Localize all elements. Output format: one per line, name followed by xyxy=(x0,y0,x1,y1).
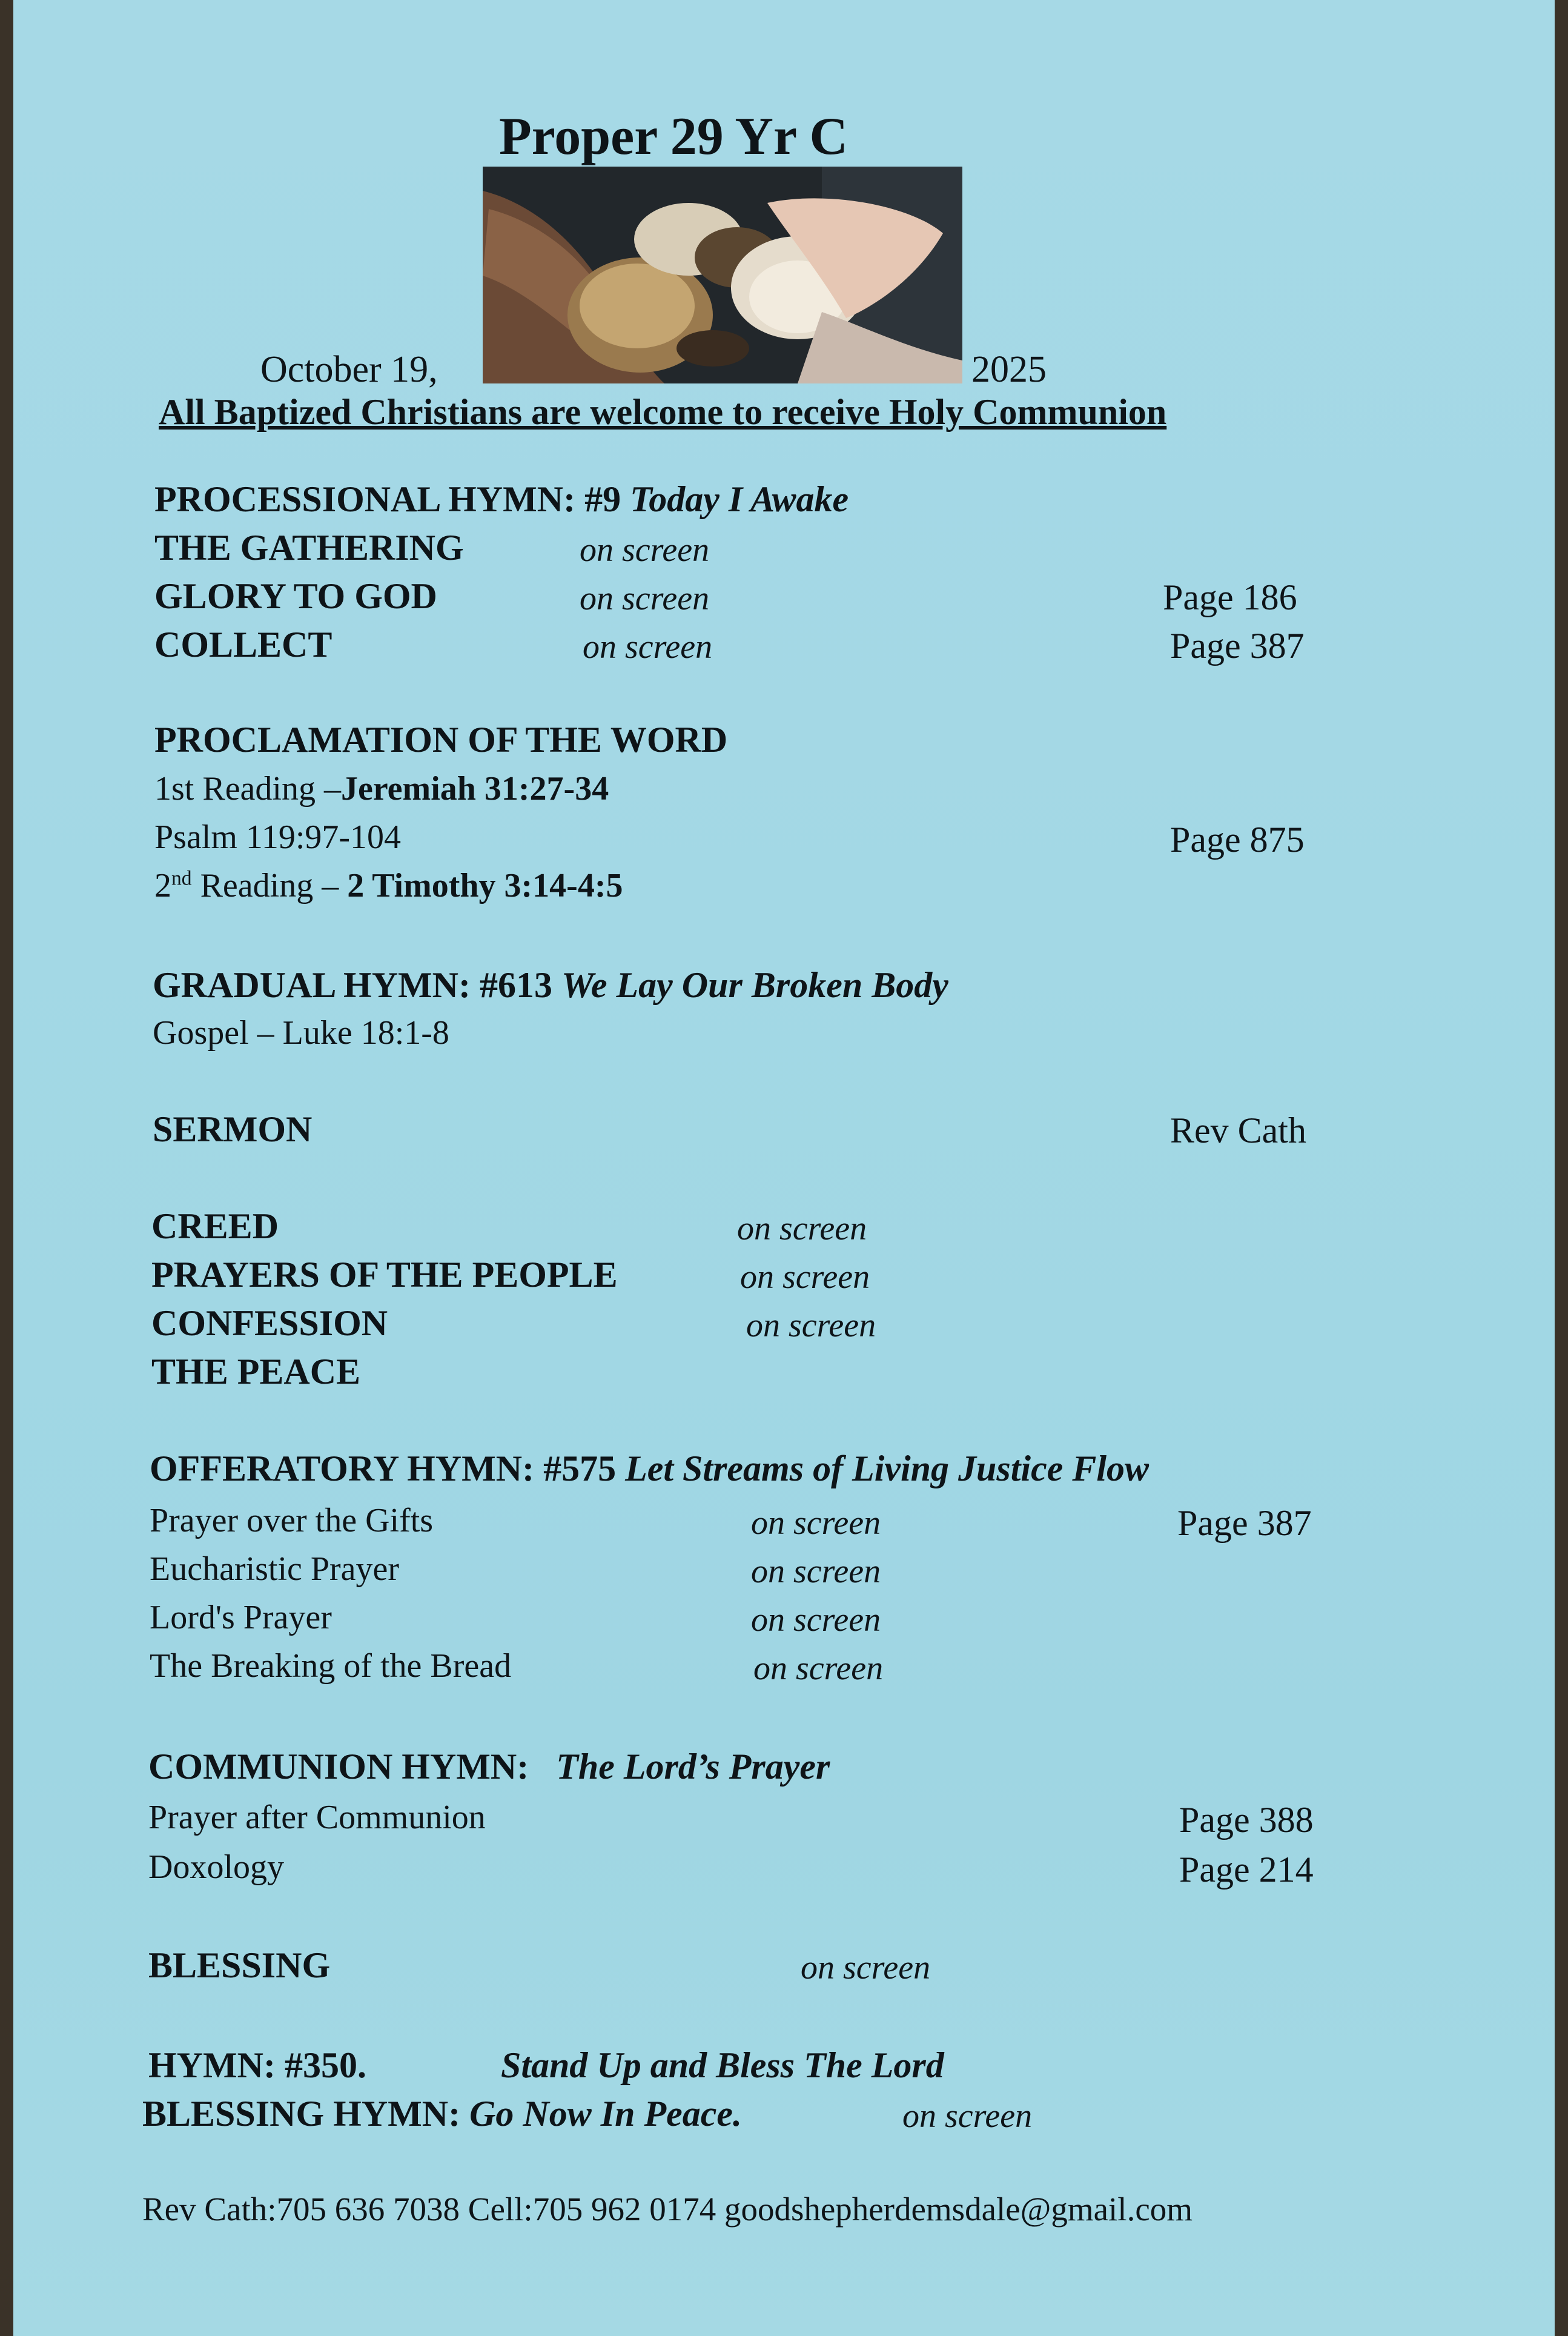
second-reading-sup: nd xyxy=(171,867,192,890)
offertory-hymn-title: Let Streams of Living Justice Flow xyxy=(625,1448,1150,1488)
blessing-hymn-label: BLESSING HYMN: xyxy=(142,2094,461,2134)
sermon-label: SERMON xyxy=(153,1109,313,1149)
date-label: October 19, xyxy=(260,349,438,390)
processional-hymn xyxy=(154,479,849,520)
first-reading-ref: Jeremiah 31:27-34 xyxy=(340,770,609,808)
first-reading xyxy=(154,769,609,808)
psalm: Psalm 119:97-104 xyxy=(154,818,402,856)
breaking-bread-note: on screen xyxy=(753,1650,884,1687)
gathering-note: on screen xyxy=(580,531,710,569)
prayer-after-communion-page: Page 388 xyxy=(1179,1800,1314,1840)
gradual-hymn xyxy=(153,964,948,1006)
eucharistic-prayer-note: on screen xyxy=(751,1553,881,1590)
second-reading-ref: 2 Timothy 3:14-4:5 xyxy=(347,867,623,904)
offertory-hymn-label: OFFERATORY HYMN: #575 xyxy=(150,1448,617,1488)
second-reading xyxy=(154,866,623,905)
word-heading: PROCLAMATION OF THE WORD xyxy=(154,720,728,760)
glory-to-god-page: Page 186 xyxy=(1163,577,1297,617)
bread-breaking-image xyxy=(483,167,962,383)
peace-label: THE PEACE xyxy=(151,1352,361,1392)
blessing-hymn xyxy=(142,2093,742,2135)
lords-prayer-label: Lord's Prayer xyxy=(150,1599,332,1636)
prayer-after-communion-label: Prayer after Communion xyxy=(148,1799,486,1836)
collect-label: COLLECT xyxy=(154,625,332,665)
communion-welcome: All Baptized Christians are welcome to receive Holy Communion xyxy=(159,392,1167,432)
closing-hymn-title: Stand Up and Bless The Lord xyxy=(501,2045,944,2085)
sermon-preacher: Rev Cath xyxy=(1170,1110,1306,1150)
second-reading-num: 2 xyxy=(154,867,171,904)
contact-footer: Rev Cath:705 636 7038 Cell:705 962 0174 goodshepherdemsdale@gmail.com xyxy=(142,2191,1193,2228)
lords-prayer-note: on screen xyxy=(751,1601,881,1639)
processional-hymn-label: PROCESSIONAL HYMN: #9 xyxy=(154,479,621,519)
collect-page: Page 387 xyxy=(1170,626,1305,666)
prayers-of-people-note: on screen xyxy=(740,1258,870,1296)
prayers-of-people-label: PRAYERS OF THE PEOPLE xyxy=(151,1255,618,1295)
bulletin-title: Proper 29 Yr C xyxy=(499,107,848,166)
communion-hymn xyxy=(148,1746,830,1788)
confession-label: CONFESSION xyxy=(151,1303,388,1343)
blessing-hymn-note: on screen xyxy=(902,2097,1033,2135)
glory-to-god-note: on screen xyxy=(580,580,710,617)
prayer-over-gifts-page: Page 387 xyxy=(1177,1503,1312,1543)
eucharistic-prayer-label: Eucharistic Prayer xyxy=(150,1550,400,1588)
bulletin-page xyxy=(13,0,1555,2336)
doxology-label: Doxology xyxy=(148,1848,284,1886)
communion-hymn-label: COMMUNION HYMN: xyxy=(148,1747,529,1787)
confession-note: on screen xyxy=(746,1307,876,1344)
prayer-over-gifts-label: Prayer over the Gifts xyxy=(150,1502,434,1539)
blessing-label: BLESSING xyxy=(148,1945,331,1985)
gradual-hymn-title: We Lay Our Broken Body xyxy=(561,965,948,1005)
gradual-hymn-label: GRADUAL HYMN: #613 xyxy=(153,965,552,1005)
doxology-page: Page 214 xyxy=(1179,1850,1314,1890)
bread-image-art xyxy=(483,167,962,383)
first-reading-prefix: 1st Reading – xyxy=(154,770,341,808)
creed-note: on screen xyxy=(737,1210,867,1247)
communion-hymn-title: The Lord’s Prayer xyxy=(556,1747,830,1787)
year-label: 2025 xyxy=(971,349,1047,390)
collect-note: on screen xyxy=(583,628,713,666)
prayer-over-gifts-note: on screen xyxy=(751,1504,881,1542)
blessing-hymn-title: Go Now In Peace. xyxy=(469,2094,743,2134)
second-reading-prefix: Reading – xyxy=(191,867,348,904)
blessing-note: on screen xyxy=(801,1949,931,1986)
processional-hymn-title: Today I Awake xyxy=(630,479,849,519)
offertory-hymn xyxy=(150,1448,1149,1490)
breaking-bread-label: The Breaking of the Bread xyxy=(150,1647,512,1685)
gospel: Gospel – Luke 18:1-8 xyxy=(153,1014,449,1052)
glory-to-god-label: GLORY TO GOD xyxy=(154,576,437,616)
psalm-page: Page 875 xyxy=(1170,820,1305,860)
gathering-label: THE GATHERING xyxy=(154,528,464,568)
creed-label: CREED xyxy=(151,1206,279,1246)
closing-hymn-label: HYMN: #350. xyxy=(148,2045,366,2085)
